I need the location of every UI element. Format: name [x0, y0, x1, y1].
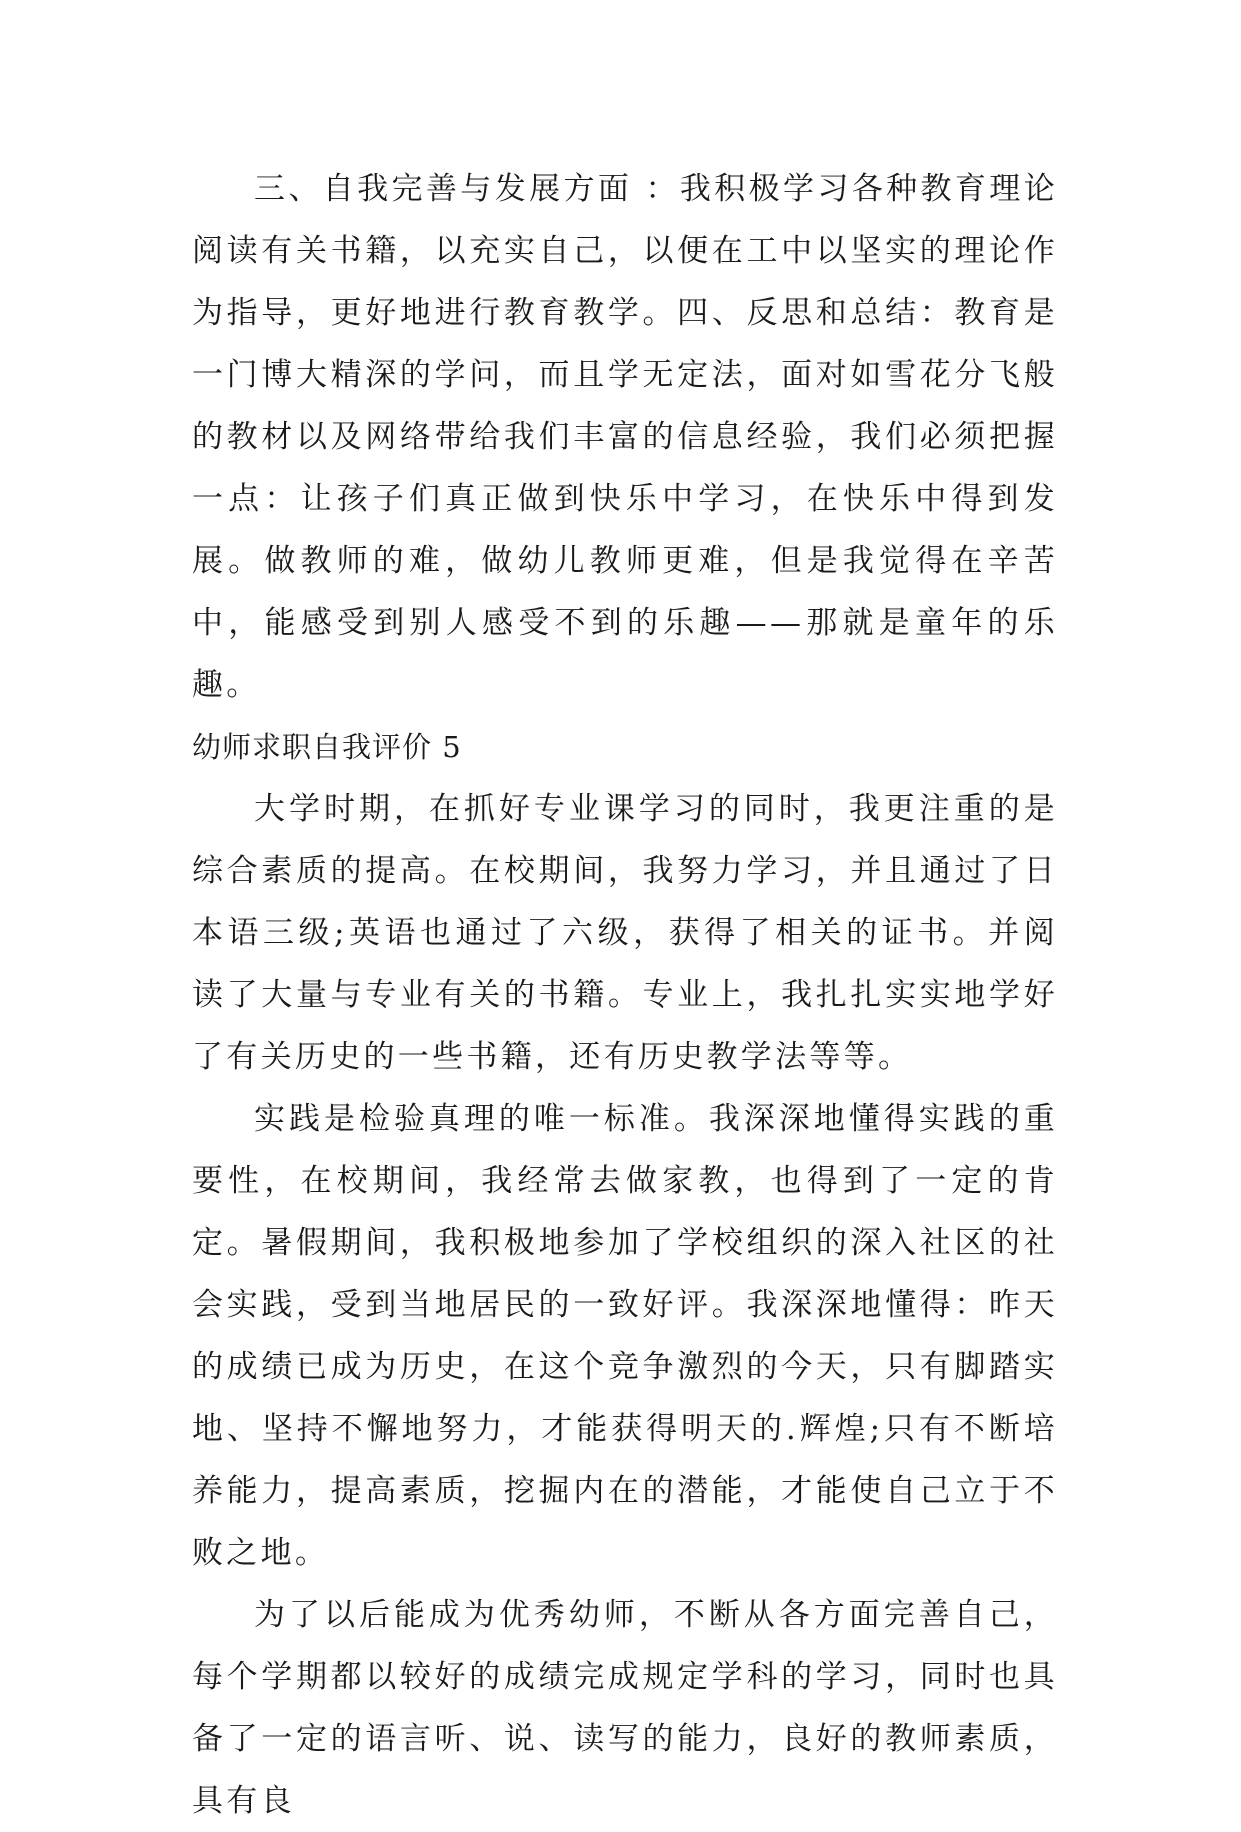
paragraph-practice: 实践是检验真理的唯一标准。我深深地懂得实践的重要性，在校期间，我经常去做家教，也得到了一定的肯定。暑假期间，我积极地参加了学校组织的深入社区的社会实践，受到当地居民的一致好评。我深深地懂得：昨天的成绩已成为历史，在这个竞争激烈的今天，只有脚踏实地、坚持不懈地努力，才能获得明天的.辉煌;只有不断培养能力，提高素质，挖掘内在的潜能，才能使自己立于不败之地。: [192, 1101, 1058, 1571]
section-heading: 幼师求职自我评价 5: [192, 730, 462, 764]
paragraph-university: 大学时期，在抓好专业课学习的同时，我更注重的是综合素质的提高。在校期间，我努力学习，并且通过了日本语三级;英语也通过了六级，获得了相关的证书。并阅读了大量与专业有关的书籍。专业上，我扎扎实实地学好了有关历史的一些书籍，还有历史教学法等等。: [192, 791, 1058, 1075]
paragraph-self-improvement: 三、自我完善与发展方面 ：我积极学习各种教育理论阅读有关书籍，以充实自己，以便在工中以坚实的理论作为指导，更好地进行教育教学。四、反思和总结：教育是一门博大精深的学问，而且学无定法，面对如雪花分飞般的教材以及网络带给我们丰富的信息经验，我们必须把握一点：让孩子们真正做到快乐中学习，在快乐中得到发展。做教师的难，做幼儿教师更难，但是我觉得在辛苦中，能感受到别人感受不到的乐趣——那就是童年的乐趣。: [192, 171, 1058, 703]
document-page: [192, 158, 1058, 1832]
paragraph-goals: 为了以后能成为优秀幼师，不断从各方面完善自己，每个学期都以较好的成绩完成规定学科的学习，同时也具备了一定的语言听、说、读写的能力，良好的教师素质，具有良: [192, 1597, 1058, 1819]
